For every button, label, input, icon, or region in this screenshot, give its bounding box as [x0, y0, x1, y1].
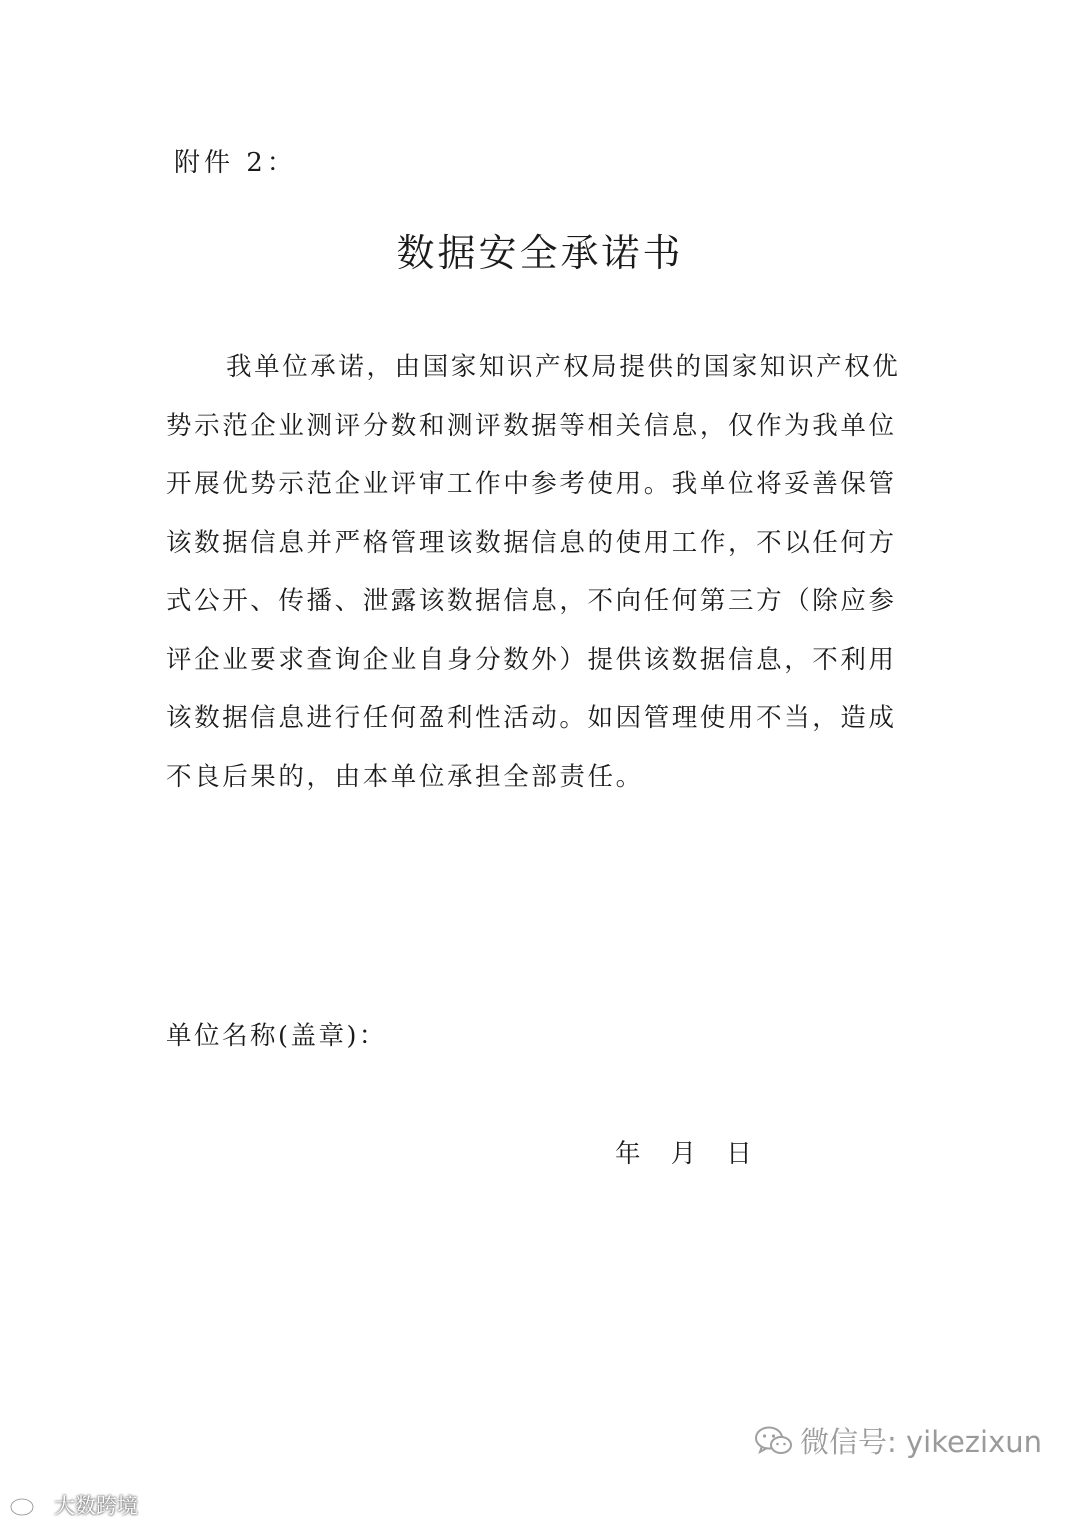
weibo-watermark [8, 1490, 138, 1520]
date-year: 年 [615, 1139, 643, 1169]
document-title: 数据安全承诺书 [396, 231, 684, 275]
wechat-id-text: 微信号: yikezixun [799, 1425, 1042, 1459]
body-line: 式公开、传播、泄露该数据信息，不向任何第三方（除应参 [166, 586, 897, 616]
body-line: 该数据信息进行任何盈利性活动。如因管理使用不当，造成 [166, 703, 897, 733]
date-line [615, 1134, 772, 1170]
body-line: 开展优势示范企业评审工作中参考使用。我单位将妥善保管 [166, 469, 897, 499]
weibo-logo-icon [8, 1492, 50, 1518]
body-line: 我单位承诺，由国家知识产权局提供的国家知识产权优 [226, 352, 901, 382]
body-line: 势示范企业测评分数和测评数据等相关信息，仅作为我单位 [166, 410, 897, 441]
wechat-watermark [754, 1420, 1042, 1461]
body-line: 该数据信息并严格管理该数据信息的使用工作，不以任何方 [166, 527, 897, 558]
body-line: 评企业要求查询企业自身分数外）提供该数据信息，不利用 [166, 644, 897, 675]
unit-name-label: 单位名称(盖章)： [166, 1021, 387, 1051]
date-day: 日 [726, 1139, 754, 1169]
commitment-body [166, 338, 918, 806]
body-line: 不良后果的，由本单位承担全部责任。 [166, 761, 644, 792]
wechat-logo-icon [754, 1425, 794, 1457]
date-month: 月 [670, 1139, 699, 1169]
attachment-label: 附件 2： [174, 148, 297, 178]
weibo-account-text: 大数跨境 [54, 1494, 138, 1518]
